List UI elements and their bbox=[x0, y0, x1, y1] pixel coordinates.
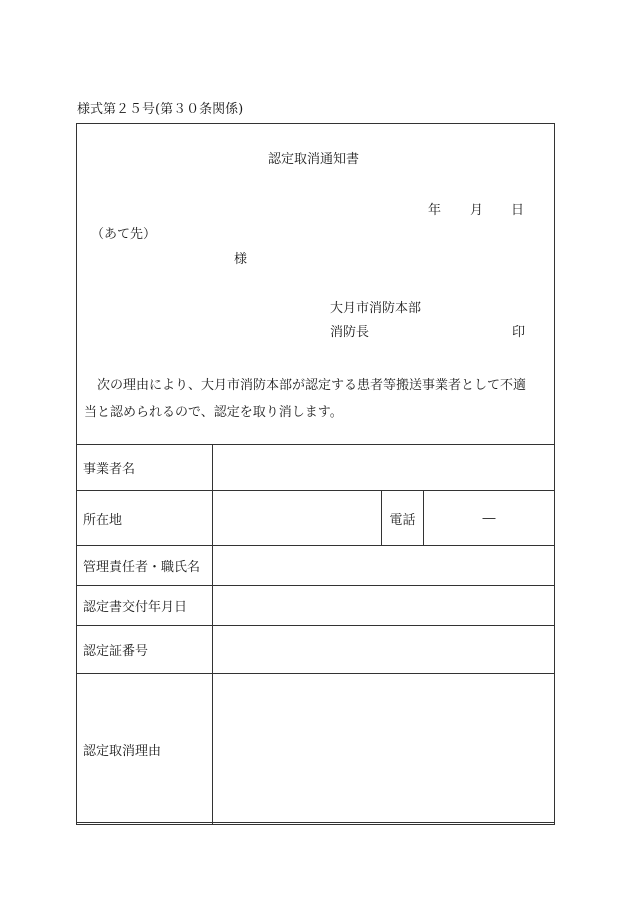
table-row bbox=[77, 546, 555, 586]
form-number-label: 様式第２５号(第３０条関係) bbox=[77, 102, 244, 117]
business-name-label: 事業者名 bbox=[77, 445, 213, 491]
table-row bbox=[77, 626, 555, 674]
notice-body-line-1: 次の理由により、大月市消防本部が認定する患者等搬送事業者として不適 bbox=[97, 378, 527, 393]
table-row bbox=[77, 586, 555, 626]
phone-field: ― bbox=[424, 491, 555, 546]
manager-field bbox=[213, 546, 555, 586]
issuer-organization: 大月市消防本部 bbox=[330, 301, 422, 316]
manager-label: 管理責任者・職氏名 bbox=[77, 546, 213, 586]
seal-mark: 印 bbox=[512, 325, 526, 340]
table-row bbox=[77, 445, 555, 491]
revocation-reason-field bbox=[213, 674, 555, 825]
business-name-field bbox=[213, 445, 555, 491]
issue-date-label: 認定書交付年月日 bbox=[77, 586, 213, 626]
cert-number-field bbox=[213, 626, 555, 674]
notice-body bbox=[84, 372, 554, 426]
address-label: 所在地 bbox=[77, 491, 213, 546]
revocation-reason-label: 認定取消理由 bbox=[77, 674, 213, 825]
issuer-title: 消防長 bbox=[330, 325, 370, 340]
issue-date-field bbox=[213, 586, 555, 626]
addressee-label: （あて先） bbox=[91, 227, 157, 242]
date-day-label: 日 bbox=[511, 203, 525, 218]
notice-body-line-2: 当と認められるので、認定を取り消します。 bbox=[84, 405, 343, 420]
details-table bbox=[76, 444, 555, 825]
date-year-label: 年 bbox=[428, 203, 442, 218]
cert-number-label: 認定証番号 bbox=[77, 626, 213, 674]
table-row bbox=[77, 491, 555, 546]
honorific-label: 様 bbox=[234, 252, 248, 267]
address-field bbox=[213, 491, 382, 546]
document-title: 認定取消通知書 bbox=[268, 152, 360, 167]
date-month-label: 月 bbox=[470, 203, 484, 218]
phone-label: 電話 bbox=[382, 491, 424, 546]
table-row bbox=[77, 674, 555, 825]
